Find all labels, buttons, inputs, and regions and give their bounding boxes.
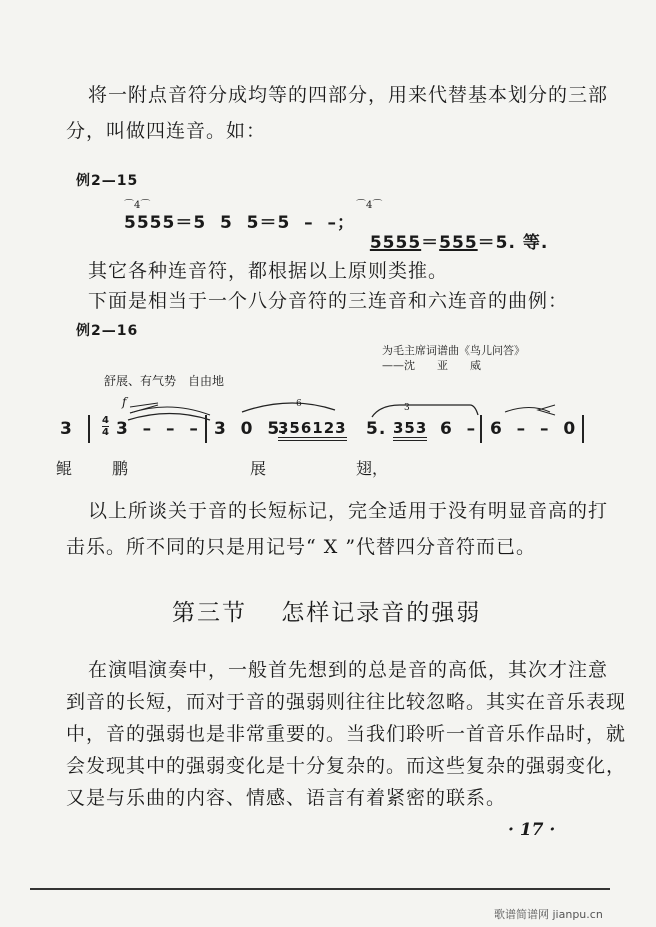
- note-group: 555: [439, 233, 478, 253]
- text-line: 在演唱演奏中，一般首先想到的总是音的高低，其次才注意: [88, 659, 609, 681]
- pickup-note: 3: [60, 419, 73, 439]
- text-line: 以上所谈关于音的长短标记，完全适用于没有明显音高的打: [88, 500, 609, 522]
- barline: [88, 415, 90, 443]
- text-line: 击乐。所不同的只是用记号“ X ”代替四分音符而已。: [66, 536, 537, 558]
- equals: ＝: [421, 233, 440, 253]
- example-label: 例2—16: [76, 323, 139, 339]
- source-credit: [382, 343, 525, 373]
- example1-left: 5555＝5 5 5＝5 – –；: [124, 213, 355, 233]
- dynamic-forte: f: [122, 395, 127, 409]
- measure-3: 6 – – 0: [490, 419, 577, 439]
- bottom-rule: [30, 888, 610, 890]
- barline: [480, 415, 482, 443]
- measure-2a: 3 0 5.: [214, 419, 288, 439]
- tuplet-number: 4: [134, 200, 141, 211]
- time-sig-top: 4: [102, 415, 109, 426]
- lyric: 鹏: [112, 459, 129, 478]
- lyric: 鲲: [56, 459, 73, 478]
- note-group: 5555: [369, 233, 422, 253]
- triplet-notes: 353: [393, 419, 427, 441]
- paragraph-quadruplet: [66, 80, 609, 146]
- example-label: 例2—15: [76, 173, 139, 189]
- measure-1: 3 – – –: [116, 419, 199, 439]
- paragraph-percussion: [66, 496, 609, 562]
- text-line: 其它各种连音符，都根据以上原则类推。: [88, 260, 449, 282]
- time-signature: [102, 415, 109, 438]
- note-tail: ＝5. 等.: [477, 233, 549, 253]
- tempo-marking: 舒展、有气势 自由地: [104, 374, 225, 388]
- text-line: 将一附点音符分成均等的四部分，用来代替基本划分的三部: [88, 84, 609, 106]
- score-line: [0, 395, 656, 445]
- text-line: 会发现其中的强弱变化是十分复杂的。而这些复杂的强弱变化，: [66, 755, 627, 777]
- triplet-mark: 3: [404, 403, 410, 413]
- page-number: · 17 ·: [508, 820, 556, 840]
- barline: [205, 415, 207, 443]
- tuplet-mark: ⌒4⌒: [356, 200, 383, 211]
- watermark: 歌谱简谱网 jianpu.cn: [494, 908, 603, 921]
- text-line: 到音的长短，而对于音的强弱则往往比较忽略。其实在音乐表现: [66, 691, 627, 713]
- measure-2e: 6 –: [440, 419, 477, 439]
- paragraph-other-tuplets: [88, 256, 568, 316]
- lyric: 翅，: [356, 459, 389, 478]
- lyrics: [56, 456, 456, 480]
- section-heading: 第三节 怎样记录音的强弱: [172, 600, 482, 626]
- paragraph-dynamics: [66, 654, 627, 814]
- time-sig-bottom: 4: [102, 427, 109, 438]
- example1-right: [356, 208, 548, 253]
- sextuplet-mark: 6: [296, 399, 302, 409]
- tuplet-mark: ⌒4⌒: [124, 200, 151, 211]
- sextuplet-notes: 356123: [278, 419, 347, 441]
- barline: [582, 415, 584, 443]
- lyric: 展: [250, 459, 267, 478]
- text-line: 下面是相当于一个八分音符的三连音和六连音的曲例：: [88, 290, 569, 312]
- text-line: 分，叫做四连音。如：: [66, 120, 267, 142]
- composer: ——沈 亚 威: [382, 359, 481, 372]
- text-line: 中，音的强弱也是非常重要的。当我们聆听一首音乐作品时，就: [66, 723, 627, 745]
- tuplet-number: 4: [366, 200, 373, 211]
- source-title: 为毛主席词谱曲《鸟儿问答》: [382, 344, 525, 357]
- text-line: 又是与乐曲的内容、情感、语言有着紧密的联系。: [66, 787, 507, 809]
- measure-2c: 5.: [366, 419, 387, 439]
